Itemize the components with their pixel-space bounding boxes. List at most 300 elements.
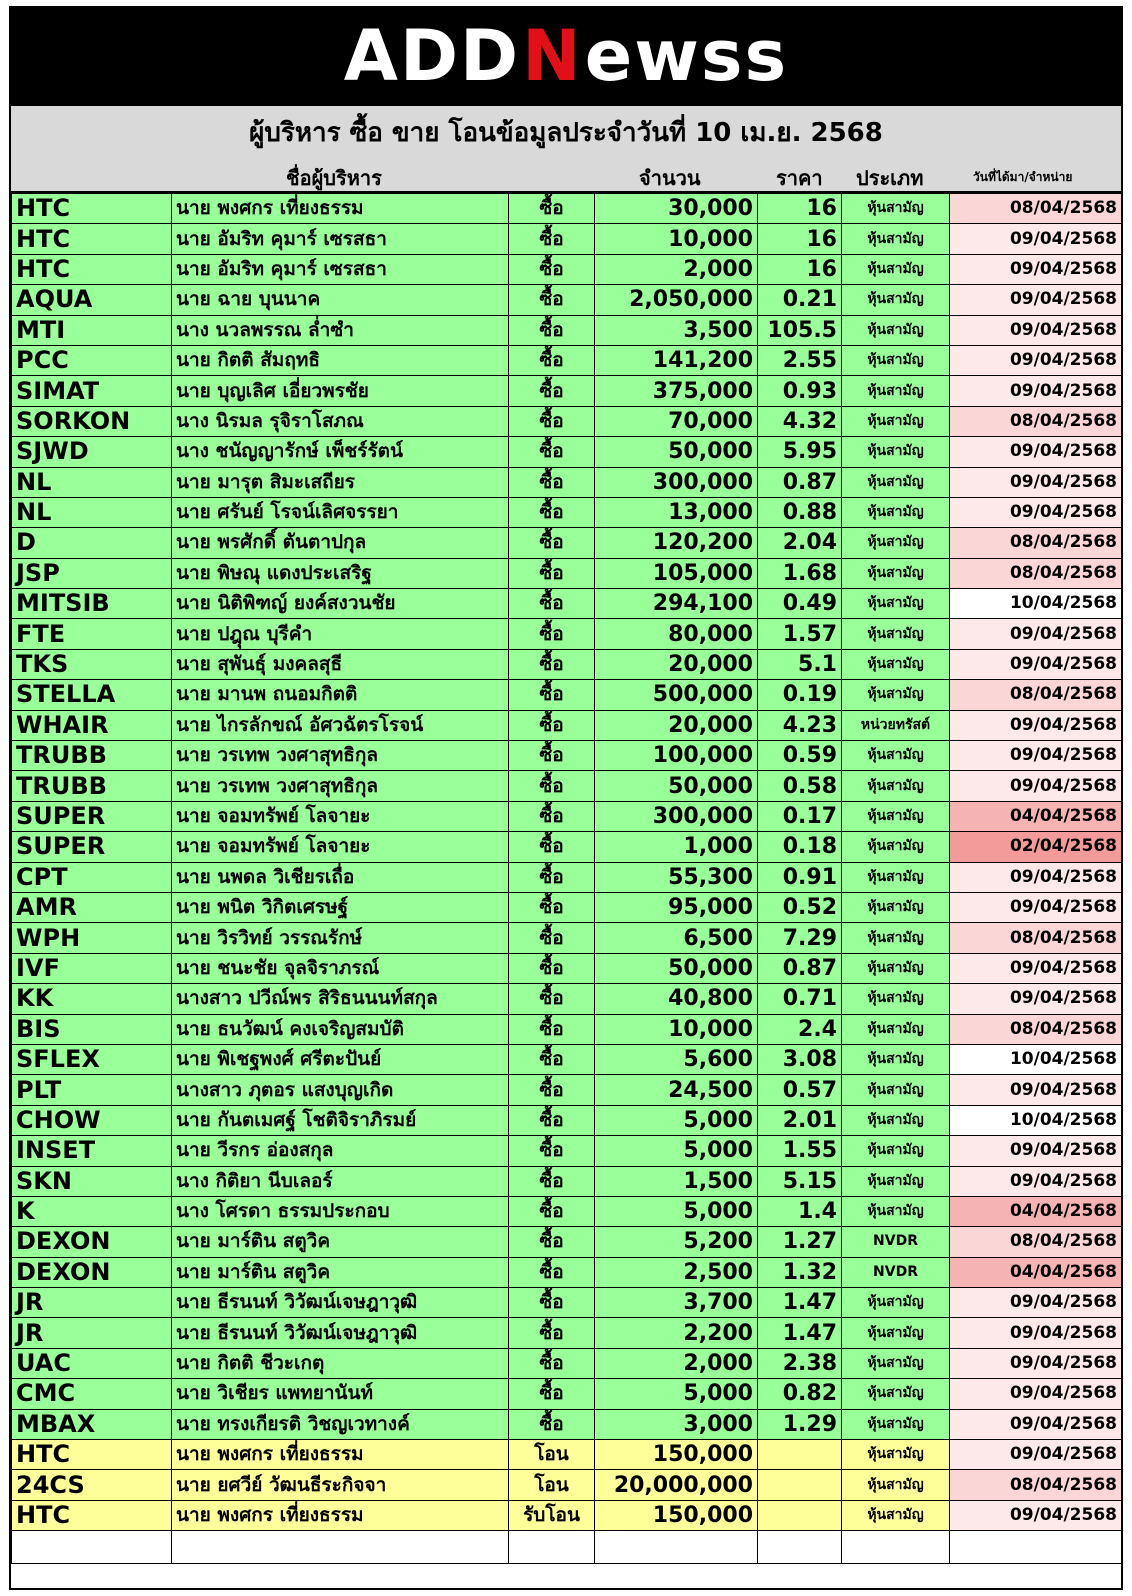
executive-name-cell: นาย ธีรนนท์ วิวัฒน์เจษฎาวุฒิ (172, 1318, 509, 1348)
date-cell: 08/04/2568 (950, 194, 1122, 224)
security-type-cell: หุ้นสามัญ (842, 1105, 950, 1135)
executive-name-cell: นางสาว ปวีณ์พร สิริธนนนท์สกุล (172, 984, 509, 1014)
security-type-cell: หุ้นสามัญ (842, 923, 950, 953)
brand-banner (11, 8, 1121, 104)
amount-cell: 2,000 (595, 254, 758, 284)
symbol-cell: KK (12, 984, 172, 1014)
table-row (12, 649, 1122, 679)
amount-cell: 100,000 (595, 741, 758, 771)
action-cell: ซื้อ (509, 558, 595, 588)
date-cell: 09/04/2568 (950, 254, 1122, 284)
header-amount: จำนวน (639, 166, 701, 190)
price-cell: 1.29 (758, 1409, 842, 1439)
price-cell: 0.21 (758, 285, 842, 315)
symbol-cell: PCC (12, 345, 172, 375)
executive-name-cell: นาย พนิต วิกิตเศรษฐ์ (172, 892, 509, 922)
price-cell: 2.38 (758, 1348, 842, 1378)
amount-cell: 1,500 (595, 1166, 758, 1196)
amount-cell: 30,000 (595, 194, 758, 224)
amount-cell: 5,200 (595, 1227, 758, 1257)
price-cell: 0.52 (758, 892, 842, 922)
executive-name-cell: นาย วรเทพ วงศาสุทธิกุล (172, 771, 509, 801)
amount-cell: 150,000 (595, 1440, 758, 1470)
header-name: ชื่อผู้บริหาร (286, 166, 382, 190)
date-cell: 08/04/2568 (950, 680, 1122, 710)
logo-left-text: ADD (343, 15, 521, 97)
security-type-cell: หุ้นสามัญ (842, 1440, 950, 1470)
price-cell: 0.82 (758, 1379, 842, 1409)
price-cell: 0.71 (758, 984, 842, 1014)
symbol-cell: TKS (12, 649, 172, 679)
table-row (12, 619, 1122, 649)
date-cell: 08/04/2568 (950, 406, 1122, 436)
empty-cell (950, 1531, 1122, 1564)
executive-name-cell: นาย สุพันธุ์ มงคลสุธี (172, 649, 509, 679)
symbol-cell: PLT (12, 1075, 172, 1105)
amount-cell: 40,800 (595, 984, 758, 1014)
symbol-cell: SJWD (12, 437, 172, 467)
date-cell: 09/04/2568 (950, 619, 1122, 649)
executive-name-cell: นาย ฉาย บุนนาค (172, 285, 509, 315)
action-cell: ซื้อ (509, 437, 595, 467)
date-cell: 09/04/2568 (950, 1136, 1122, 1166)
table-row (12, 1500, 1122, 1530)
symbol-cell: HTC (12, 1440, 172, 1470)
security-type-cell: หุ้นสามัญ (842, 1470, 950, 1500)
date-cell: 09/04/2568 (950, 892, 1122, 922)
action-cell: ซื้อ (509, 953, 595, 983)
date-cell: 09/04/2568 (950, 741, 1122, 771)
security-type-cell: หุ้นสามัญ (842, 619, 950, 649)
action-cell: ซื้อ (509, 315, 595, 345)
price-cell: 5.95 (758, 437, 842, 467)
action-cell: ซื้อ (509, 710, 595, 740)
action-cell: ซื้อ (509, 1166, 595, 1196)
security-type-cell: หุ้นสามัญ (842, 984, 950, 1014)
action-cell: ซื้อ (509, 1227, 595, 1257)
security-type-cell: หุ้นสามัญ (842, 1196, 950, 1226)
amount-cell: 24,500 (595, 1075, 758, 1105)
table-row (12, 254, 1122, 284)
symbol-cell: HTC (12, 1500, 172, 1530)
symbol-cell: TRUBB (12, 741, 172, 771)
logo-accent-letter: N (522, 15, 583, 97)
security-type-cell: หุ้นสามัญ (842, 649, 950, 679)
security-type-cell: หุ้นสามัญ (842, 194, 950, 224)
table-row (12, 1044, 1122, 1074)
executive-name-cell: นาย อัมริท คุมาร์ เซรสธา (172, 224, 509, 254)
security-type-cell: หุ้นสามัญ (842, 1409, 950, 1439)
price-cell: 5.15 (758, 1166, 842, 1196)
action-cell: ซื้อ (509, 1348, 595, 1378)
empty-cell (842, 1531, 950, 1564)
action-cell: ซื้อ (509, 376, 595, 406)
executive-name-cell: นาย ธนวัฒน์ คงเจริญสมบัติ (172, 1014, 509, 1044)
price-cell (758, 1470, 842, 1500)
security-type-cell: หุ้นสามัญ (842, 680, 950, 710)
executive-name-cell: นาง โศรดา ธรรมประกอบ (172, 1196, 509, 1226)
executive-name-cell: นาย พรศักดิ์ ตันตาปกุล (172, 528, 509, 558)
date-cell: 09/04/2568 (950, 1075, 1122, 1105)
amount-cell: 70,000 (595, 406, 758, 436)
action-cell: ซื้อ (509, 771, 595, 801)
amount-cell: 2,200 (595, 1318, 758, 1348)
date-cell: 09/04/2568 (950, 771, 1122, 801)
action-cell: ซื้อ (509, 406, 595, 436)
table-row (12, 1379, 1122, 1409)
action-cell: ซื้อ (509, 254, 595, 284)
table-row (12, 285, 1122, 315)
security-type-cell: หุ้นสามัญ (842, 1288, 950, 1318)
table-row (12, 892, 1122, 922)
security-type-cell: หุ้นสามัญ (842, 406, 950, 436)
table-row (12, 1105, 1122, 1135)
amount-cell: 3,700 (595, 1288, 758, 1318)
date-cell: 09/04/2568 (950, 285, 1122, 315)
table-row (12, 376, 1122, 406)
price-cell: 4.32 (758, 406, 842, 436)
header-price: ราคา (776, 166, 823, 190)
price-cell: 0.18 (758, 832, 842, 862)
amount-cell: 500,000 (595, 680, 758, 710)
table-row (12, 315, 1122, 345)
amount-cell: 95,000 (595, 892, 758, 922)
action-cell: ซื้อ (509, 892, 595, 922)
action-cell: ซื้อ (509, 467, 595, 497)
security-type-cell: หุ้นสามัญ (842, 862, 950, 892)
table-row (12, 1257, 1122, 1287)
action-cell: ซื้อ (509, 1379, 595, 1409)
price-cell: 3.08 (758, 1044, 842, 1074)
security-type-cell: หุ้นสามัญ (842, 1136, 950, 1166)
action-cell: ซื้อ (509, 1409, 595, 1439)
symbol-cell: STELLA (12, 680, 172, 710)
action-cell: ซื้อ (509, 649, 595, 679)
price-cell: 0.17 (758, 801, 842, 831)
action-cell: ซื้อ (509, 1044, 595, 1074)
executive-name-cell: นาย มาร์ติน สตูวิค (172, 1227, 509, 1257)
table-row (12, 1166, 1122, 1196)
action-cell: ซื้อ (509, 741, 595, 771)
empty-cell (172, 1531, 509, 1564)
executive-name-cell: นาง นิรมล รุจิราโสภณ (172, 406, 509, 436)
price-cell: 0.58 (758, 771, 842, 801)
executive-name-cell: นาย วรเทพ วงศาสุทธิกุล (172, 741, 509, 771)
date-cell: 09/04/2568 (950, 224, 1122, 254)
executive-name-cell: นาย บุญเลิศ เอี่ยวพรชัย (172, 376, 509, 406)
price-cell: 2.01 (758, 1105, 842, 1135)
amount-cell: 300,000 (595, 467, 758, 497)
security-type-cell: หุ้นสามัญ (842, 1044, 950, 1074)
amount-cell: 2,000 (595, 1348, 758, 1378)
price-cell: 16 (758, 254, 842, 284)
executive-name-cell: นาย พงศกร เที่ยงธรรม (172, 1500, 509, 1530)
symbol-cell: JR (12, 1318, 172, 1348)
security-type-cell: หุ้นสามัญ (842, 315, 950, 345)
executive-name-cell: นาย วีรกร อ่องสกุล (172, 1136, 509, 1166)
price-cell: 0.88 (758, 497, 842, 527)
security-type-cell: หุ้นสามัญ (842, 558, 950, 588)
table-row (12, 741, 1122, 771)
table-row (12, 497, 1122, 527)
symbol-cell: UAC (12, 1348, 172, 1378)
security-type-cell: หุ้นสามัญ (842, 1166, 950, 1196)
table-row (12, 1348, 1122, 1378)
date-cell: 09/04/2568 (950, 1440, 1122, 1470)
action-cell: โอน (509, 1440, 595, 1470)
table-row (12, 801, 1122, 831)
price-cell: 2.04 (758, 528, 842, 558)
price-cell: 0.57 (758, 1075, 842, 1105)
table-row (12, 1227, 1122, 1257)
amount-cell: 3,000 (595, 1409, 758, 1439)
amount-cell: 20,000 (595, 710, 758, 740)
header-type: ประเภท (856, 166, 924, 190)
security-type-cell: หุ้นสามัญ (842, 1075, 950, 1105)
security-type-cell: หุ้นสามัญ (842, 437, 950, 467)
amount-cell: 1,000 (595, 832, 758, 862)
executive-name-cell: นาย นิติพิฑญ์ ยงค์สงวนชัย (172, 589, 509, 619)
action-cell: ซื้อ (509, 801, 595, 831)
symbol-cell: MITSIB (12, 589, 172, 619)
date-cell: 09/04/2568 (950, 1166, 1122, 1196)
price-cell: 2.4 (758, 1014, 842, 1044)
security-type-cell: NVDR (842, 1227, 950, 1257)
executive-name-cell: นาย มาร์ติน สตูวิค (172, 1257, 509, 1287)
symbol-cell: JR (12, 1288, 172, 1318)
security-type-cell: หุ้นสามัญ (842, 1318, 950, 1348)
symbol-cell: HTC (12, 224, 172, 254)
executive-name-cell: นาย พงศกร เที่ยงธรรม (172, 194, 509, 224)
table-row (12, 558, 1122, 588)
table-row (12, 984, 1122, 1014)
symbol-cell: JSP (12, 558, 172, 588)
amount-cell: 2,050,000 (595, 285, 758, 315)
executive-name-cell: นาย ยศวีย์ วัฒนธีระกิจจา (172, 1470, 509, 1500)
security-type-cell: หุ้นสามัญ (842, 953, 950, 983)
price-cell: 1.4 (758, 1196, 842, 1226)
table-row (12, 1440, 1122, 1470)
date-cell: 08/04/2568 (950, 558, 1122, 588)
price-cell: 16 (758, 224, 842, 254)
empty-cell (595, 1531, 758, 1564)
price-cell (758, 1440, 842, 1470)
date-cell: 08/04/2568 (950, 923, 1122, 953)
action-cell: ซื้อ (509, 1014, 595, 1044)
executive-name-cell: นาย มานพ ถนอมกิตติ (172, 680, 509, 710)
action-cell: ซื้อ (509, 1136, 595, 1166)
table-row (12, 1409, 1122, 1439)
price-cell: 1.47 (758, 1318, 842, 1348)
action-cell: ซื้อ (509, 619, 595, 649)
amount-cell: 3,500 (595, 315, 758, 345)
empty-row (12, 1531, 1122, 1564)
price-cell: 1.27 (758, 1227, 842, 1257)
price-cell: 0.49 (758, 589, 842, 619)
table-row (12, 923, 1122, 953)
date-cell: 09/04/2568 (950, 1318, 1122, 1348)
executive-name-cell: นาง กิติยา นีบเลอร์ (172, 1166, 509, 1196)
action-cell: รับโอน (509, 1500, 595, 1530)
date-cell: 02/04/2568 (950, 832, 1122, 862)
executive-name-cell: นาย ธีรนนท์ วิวัฒน์เจษฎาวุฒิ (172, 1288, 509, 1318)
symbol-cell: MBAX (12, 1409, 172, 1439)
symbol-cell: WPH (12, 923, 172, 953)
date-cell: 04/04/2568 (950, 801, 1122, 831)
price-cell: 1.68 (758, 558, 842, 588)
symbol-cell: CMC (12, 1379, 172, 1409)
amount-cell: 5,000 (595, 1105, 758, 1135)
symbol-cell: HTC (12, 194, 172, 224)
amount-cell: 13,000 (595, 497, 758, 527)
amount-cell: 141,200 (595, 345, 758, 375)
price-cell: 0.87 (758, 467, 842, 497)
symbol-cell: MTI (12, 315, 172, 345)
executive-name-cell: นาย กิตติ สัมฤทธิ (172, 345, 509, 375)
executive-name-cell: นาย พิเชฐพงศ์ ศรีตะปันย์ (172, 1044, 509, 1074)
table-row (12, 832, 1122, 862)
date-cell: 08/04/2568 (950, 1227, 1122, 1257)
security-type-cell: หุ้นสามัญ (842, 771, 950, 801)
executive-name-cell: นาย พิษณุ แดงประเสริฐ (172, 558, 509, 588)
symbol-cell: D (12, 528, 172, 558)
executive-name-cell: นาย จอมทรัพย์ โลจายะ (172, 832, 509, 862)
action-cell: ซื้อ (509, 1075, 595, 1105)
table-row (12, 1288, 1122, 1318)
price-cell: 0.91 (758, 862, 842, 892)
amount-cell: 2,500 (595, 1257, 758, 1287)
table-row (12, 406, 1122, 436)
date-cell: 09/04/2568 (950, 984, 1122, 1014)
action-cell: ซื้อ (509, 285, 595, 315)
table-row (12, 1136, 1122, 1166)
date-cell: 09/04/2568 (950, 953, 1122, 983)
amount-cell: 10,000 (595, 1014, 758, 1044)
logo-right-text: ewss (584, 15, 789, 97)
price-cell: 5.1 (758, 649, 842, 679)
action-cell: ซื้อ (509, 1257, 595, 1287)
empty-cell (509, 1531, 595, 1564)
table-row (12, 680, 1122, 710)
date-cell: 09/04/2568 (950, 1409, 1122, 1439)
date-cell: 09/04/2568 (950, 376, 1122, 406)
price-cell: 1.55 (758, 1136, 842, 1166)
action-cell: ซื้อ (509, 589, 595, 619)
table-row (12, 1470, 1122, 1500)
security-type-cell: หุ้นสามัญ (842, 376, 950, 406)
action-cell: ซื้อ (509, 862, 595, 892)
date-cell: 04/04/2568 (950, 1196, 1122, 1226)
symbol-cell: SUPER (12, 832, 172, 862)
date-cell: 09/04/2568 (950, 437, 1122, 467)
executive-name-cell: นาย ทรงเกียรติ วิชญเวทางค์ (172, 1409, 509, 1439)
action-cell: ซื้อ (509, 680, 595, 710)
date-cell: 09/04/2568 (950, 497, 1122, 527)
symbol-cell: DEXON (12, 1227, 172, 1257)
symbol-cell: FTE (12, 619, 172, 649)
empty-cell (758, 1531, 842, 1564)
amount-cell: 105,000 (595, 558, 758, 588)
symbol-cell: 24CS (12, 1470, 172, 1500)
action-cell: ซื้อ (509, 923, 595, 953)
security-type-cell: หุ้นสามัญ (842, 467, 950, 497)
executive-name-cell: นาย นพดล วิเชียรเถื่อ (172, 862, 509, 892)
symbol-cell: SORKON (12, 406, 172, 436)
amount-cell: 5,000 (595, 1196, 758, 1226)
symbol-cell: NL (12, 497, 172, 527)
table-row (12, 862, 1122, 892)
price-cell: 1.57 (758, 619, 842, 649)
executive-name-cell: นาย กิตติ ชีวะเกตุ (172, 1348, 509, 1378)
security-type-cell: หุ้นสามัญ (842, 1500, 950, 1530)
action-cell: ซื้อ (509, 528, 595, 558)
brand-logo (343, 15, 789, 97)
table-row (12, 1014, 1122, 1044)
table-row (12, 467, 1122, 497)
date-cell: 04/04/2568 (950, 1257, 1122, 1287)
action-cell: ซื้อ (509, 1196, 595, 1226)
symbol-cell: K (12, 1196, 172, 1226)
amount-cell: 5,000 (595, 1136, 758, 1166)
executive-name-cell: นาย กันตเมศฐ์ โชติจิราภิรมย์ (172, 1105, 509, 1135)
price-cell: 105.5 (758, 315, 842, 345)
table-row (12, 710, 1122, 740)
action-cell: ซื้อ (509, 1288, 595, 1318)
report-sheet (9, 6, 1123, 1590)
table-row (12, 771, 1122, 801)
date-cell: 08/04/2568 (950, 1470, 1122, 1500)
symbol-cell: HTC (12, 254, 172, 284)
executive-name-cell: นาย วิเชียร แพทยานันท์ (172, 1379, 509, 1409)
amount-cell: 20,000,000 (595, 1470, 758, 1500)
executive-name-cell: นาย พงศกร เที่ยงธรรม (172, 1440, 509, 1470)
price-cell: 0.93 (758, 376, 842, 406)
security-type-cell: หุ้นสามัญ (842, 254, 950, 284)
executive-name-cell: นาย วิรวิทย์ วรรณรักษ์ (172, 923, 509, 953)
date-cell: 09/04/2568 (950, 862, 1122, 892)
price-cell: 2.55 (758, 345, 842, 375)
table-row (12, 589, 1122, 619)
amount-cell: 10,000 (595, 224, 758, 254)
amount-cell: 375,000 (595, 376, 758, 406)
amount-cell: 5,600 (595, 1044, 758, 1074)
table-row (12, 437, 1122, 467)
table-row (12, 1196, 1122, 1226)
amount-cell: 50,000 (595, 437, 758, 467)
action-cell: ซื้อ (509, 1105, 595, 1135)
symbol-cell: CHOW (12, 1105, 172, 1135)
executive-name-cell: นาย ปฎุณ บุรีคำ (172, 619, 509, 649)
action-cell: ซื้อ (509, 984, 595, 1014)
symbol-cell: SUPER (12, 801, 172, 831)
amount-cell: 120,200 (595, 528, 758, 558)
symbol-cell: AQUA (12, 285, 172, 315)
table-row (12, 194, 1122, 224)
symbol-cell: NL (12, 467, 172, 497)
date-cell: 09/04/2568 (950, 1500, 1122, 1530)
amount-cell: 80,000 (595, 619, 758, 649)
action-cell: ซื้อ (509, 194, 595, 224)
date-cell: 08/04/2568 (950, 1014, 1122, 1044)
symbol-cell: SFLEX (12, 1044, 172, 1074)
price-cell: 0.19 (758, 680, 842, 710)
price-cell (758, 1500, 842, 1530)
security-type-cell: หุ้นสามัญ (842, 1348, 950, 1378)
security-type-cell: NVDR (842, 1257, 950, 1287)
date-cell: 09/04/2568 (950, 1348, 1122, 1378)
symbol-cell: INSET (12, 1136, 172, 1166)
header-date: วันที่ได้มา/จำหน่าย (973, 170, 1073, 184)
